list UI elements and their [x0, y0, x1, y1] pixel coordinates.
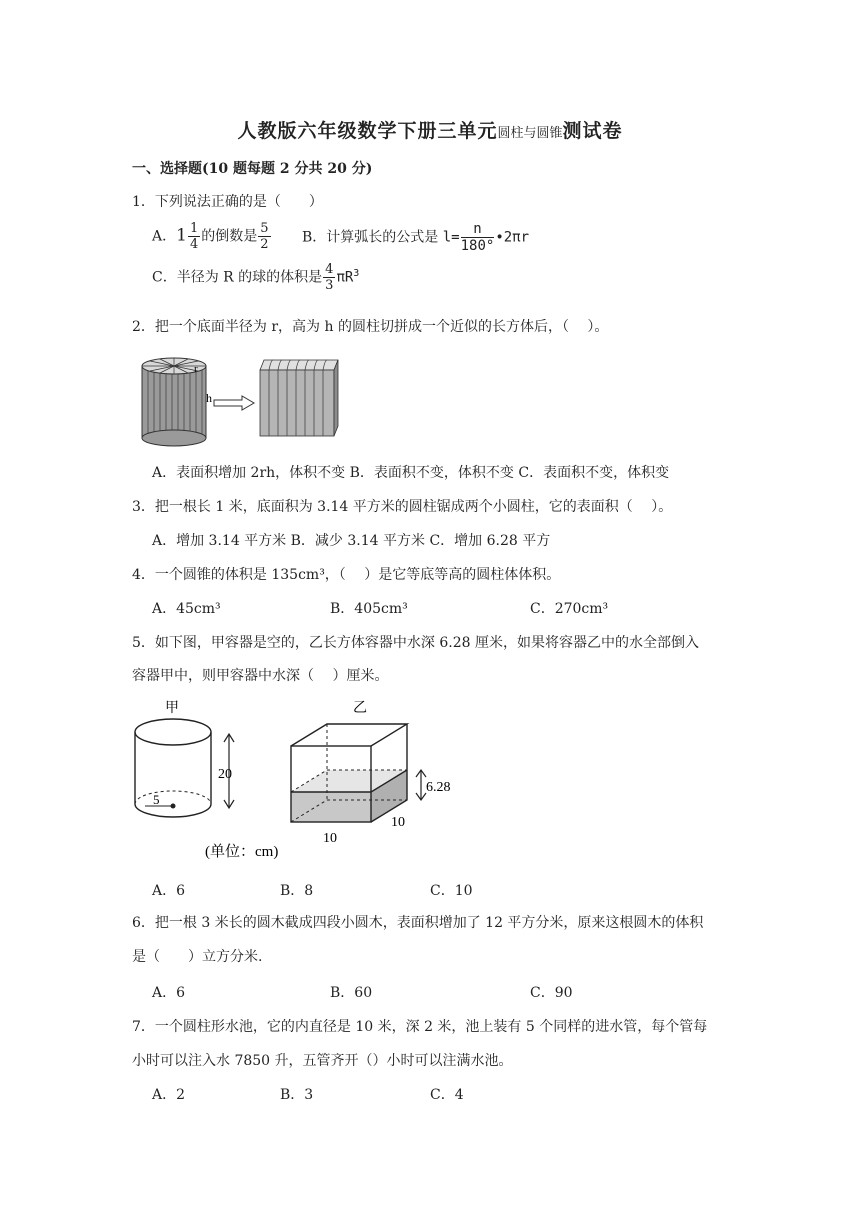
q6-option-c: C．90: [530, 985, 573, 1001]
q5-stem-line1: 5．如下图，甲容器是空的，乙长方体容器中水深 6.28 厘米，如果将容器乙中的水全部倒入: [132, 635, 699, 651]
q4-option-b: B．405cm³: [330, 601, 408, 617]
q1-a-frac2: $\frac{5}{2}$: [260, 221, 269, 252]
q1-c-frac: $\frac{4}{3}$: [325, 262, 334, 293]
q5-unit-label: (单位：cm): [205, 844, 279, 860]
q1-c-sup: 3: [353, 267, 360, 279]
q1-option-b: [302, 222, 529, 253]
q1-a-frac: $\frac{1}{4}$: [189, 221, 199, 252]
q5-figure: [125, 692, 475, 862]
q4-stem: 4．一个圆锥的体积是 135cm³，（ ）是它等底等高的圆柱体体积。: [132, 567, 561, 583]
q1-b-frac: $\frac{n}{180^\circ}$: [460, 221, 495, 254]
q7-option-c: C．4: [430, 1087, 464, 1103]
section-heading: 一、选择题(10 题每题 2 分共 20 分): [132, 161, 373, 177]
q5-label-10-side: 10: [391, 815, 405, 830]
q1-c-tail: πR: [336, 269, 354, 286]
q6-option-b: B．60: [330, 985, 373, 1001]
q5-option-b: B．8: [280, 883, 314, 899]
q2-label-h: h: [206, 391, 212, 405]
q5-label-10-front: 10: [323, 831, 337, 846]
q1-a-mid: 的倒数是: [201, 228, 258, 245]
q2-stem: 2．把一个底面半径为 r，高为 h 的圆柱切拼成一个近似的长方体后，（ ）。: [132, 319, 609, 335]
q2-arrow-icon: [214, 396, 254, 410]
q4-option-c: C．270cm³: [530, 601, 609, 617]
q1-b-prefix: B．计算弧长的公式是: [302, 229, 443, 246]
q7-stem-line2: 小时可以注入水 7850 升，五管齐开（）小时可以注满水池。: [132, 1053, 513, 1069]
q5-label-20: 20: [218, 767, 232, 782]
q5-stem-line2: 容器甲中，则甲容器中水深（ ）厘米。: [132, 668, 389, 684]
q6-stem-line1: 6．把一根 3 米长的圆木截成四段小圆木，表面积增加了 12 平方分米，原来这根圆木的体积: [132, 915, 704, 931]
q3-options: A．增加 3.14 平方米 B．减少 3.14 平方米 C．增加 6.28 平方: [152, 533, 551, 549]
title-end: 测试卷: [562, 120, 623, 142]
q5-label-yi: 乙: [353, 701, 367, 716]
q5-option-c: C．10: [430, 883, 473, 899]
q2-figure: [130, 350, 350, 450]
q1-option-c: [152, 263, 359, 292]
q1-option-a: [152, 222, 272, 251]
q5-option-a: A．6: [152, 883, 186, 899]
q6-stem-line2: 是（ ）立方分米.: [132, 949, 263, 965]
q1-a-prefix: A．: [152, 228, 177, 245]
q7-stem-line1: 7．一个圆柱形水池，它的内直径是 10 米，深 2 米，池上装有 5 个同样的进水管，每个管每: [132, 1019, 708, 1035]
title-small: 圆柱与圆锥: [497, 126, 563, 141]
q6-option-a: A．6: [152, 985, 186, 1001]
q5-label-5: 5: [153, 792, 160, 807]
q2-options: A．表面积增加 2rh，体积不变 B．表面积不变，体积不变 C．表面积不变，体积变: [152, 465, 670, 481]
q5-label-628: 6.28: [426, 780, 451, 795]
q4-option-a: A．45cm³: [152, 601, 221, 617]
q3-stem: 3．把一根长 1 米，底面积为 3.14 平方米的圆柱锯成两个小圆柱，它的表面积（ ）。: [132, 499, 673, 515]
q5-label-jia: 甲: [165, 701, 179, 716]
q1-b-l: l=: [442, 229, 460, 246]
q2-label-r: r: [194, 363, 198, 375]
page-title: [0, 116, 860, 143]
q1-c-prefix: C．半径为 R 的球的体积是: [152, 269, 323, 286]
q1-a-whole: 1: [176, 225, 187, 246]
q7-option-b: B．3: [280, 1087, 314, 1103]
title-main: 人教版六年级数学下册三单元: [237, 120, 498, 142]
q1-b-tail: •2πr: [495, 229, 530, 246]
q7-option-a: A．2: [152, 1087, 186, 1103]
q1-stem: 1．下列说法正确的是（ ）: [132, 194, 323, 210]
